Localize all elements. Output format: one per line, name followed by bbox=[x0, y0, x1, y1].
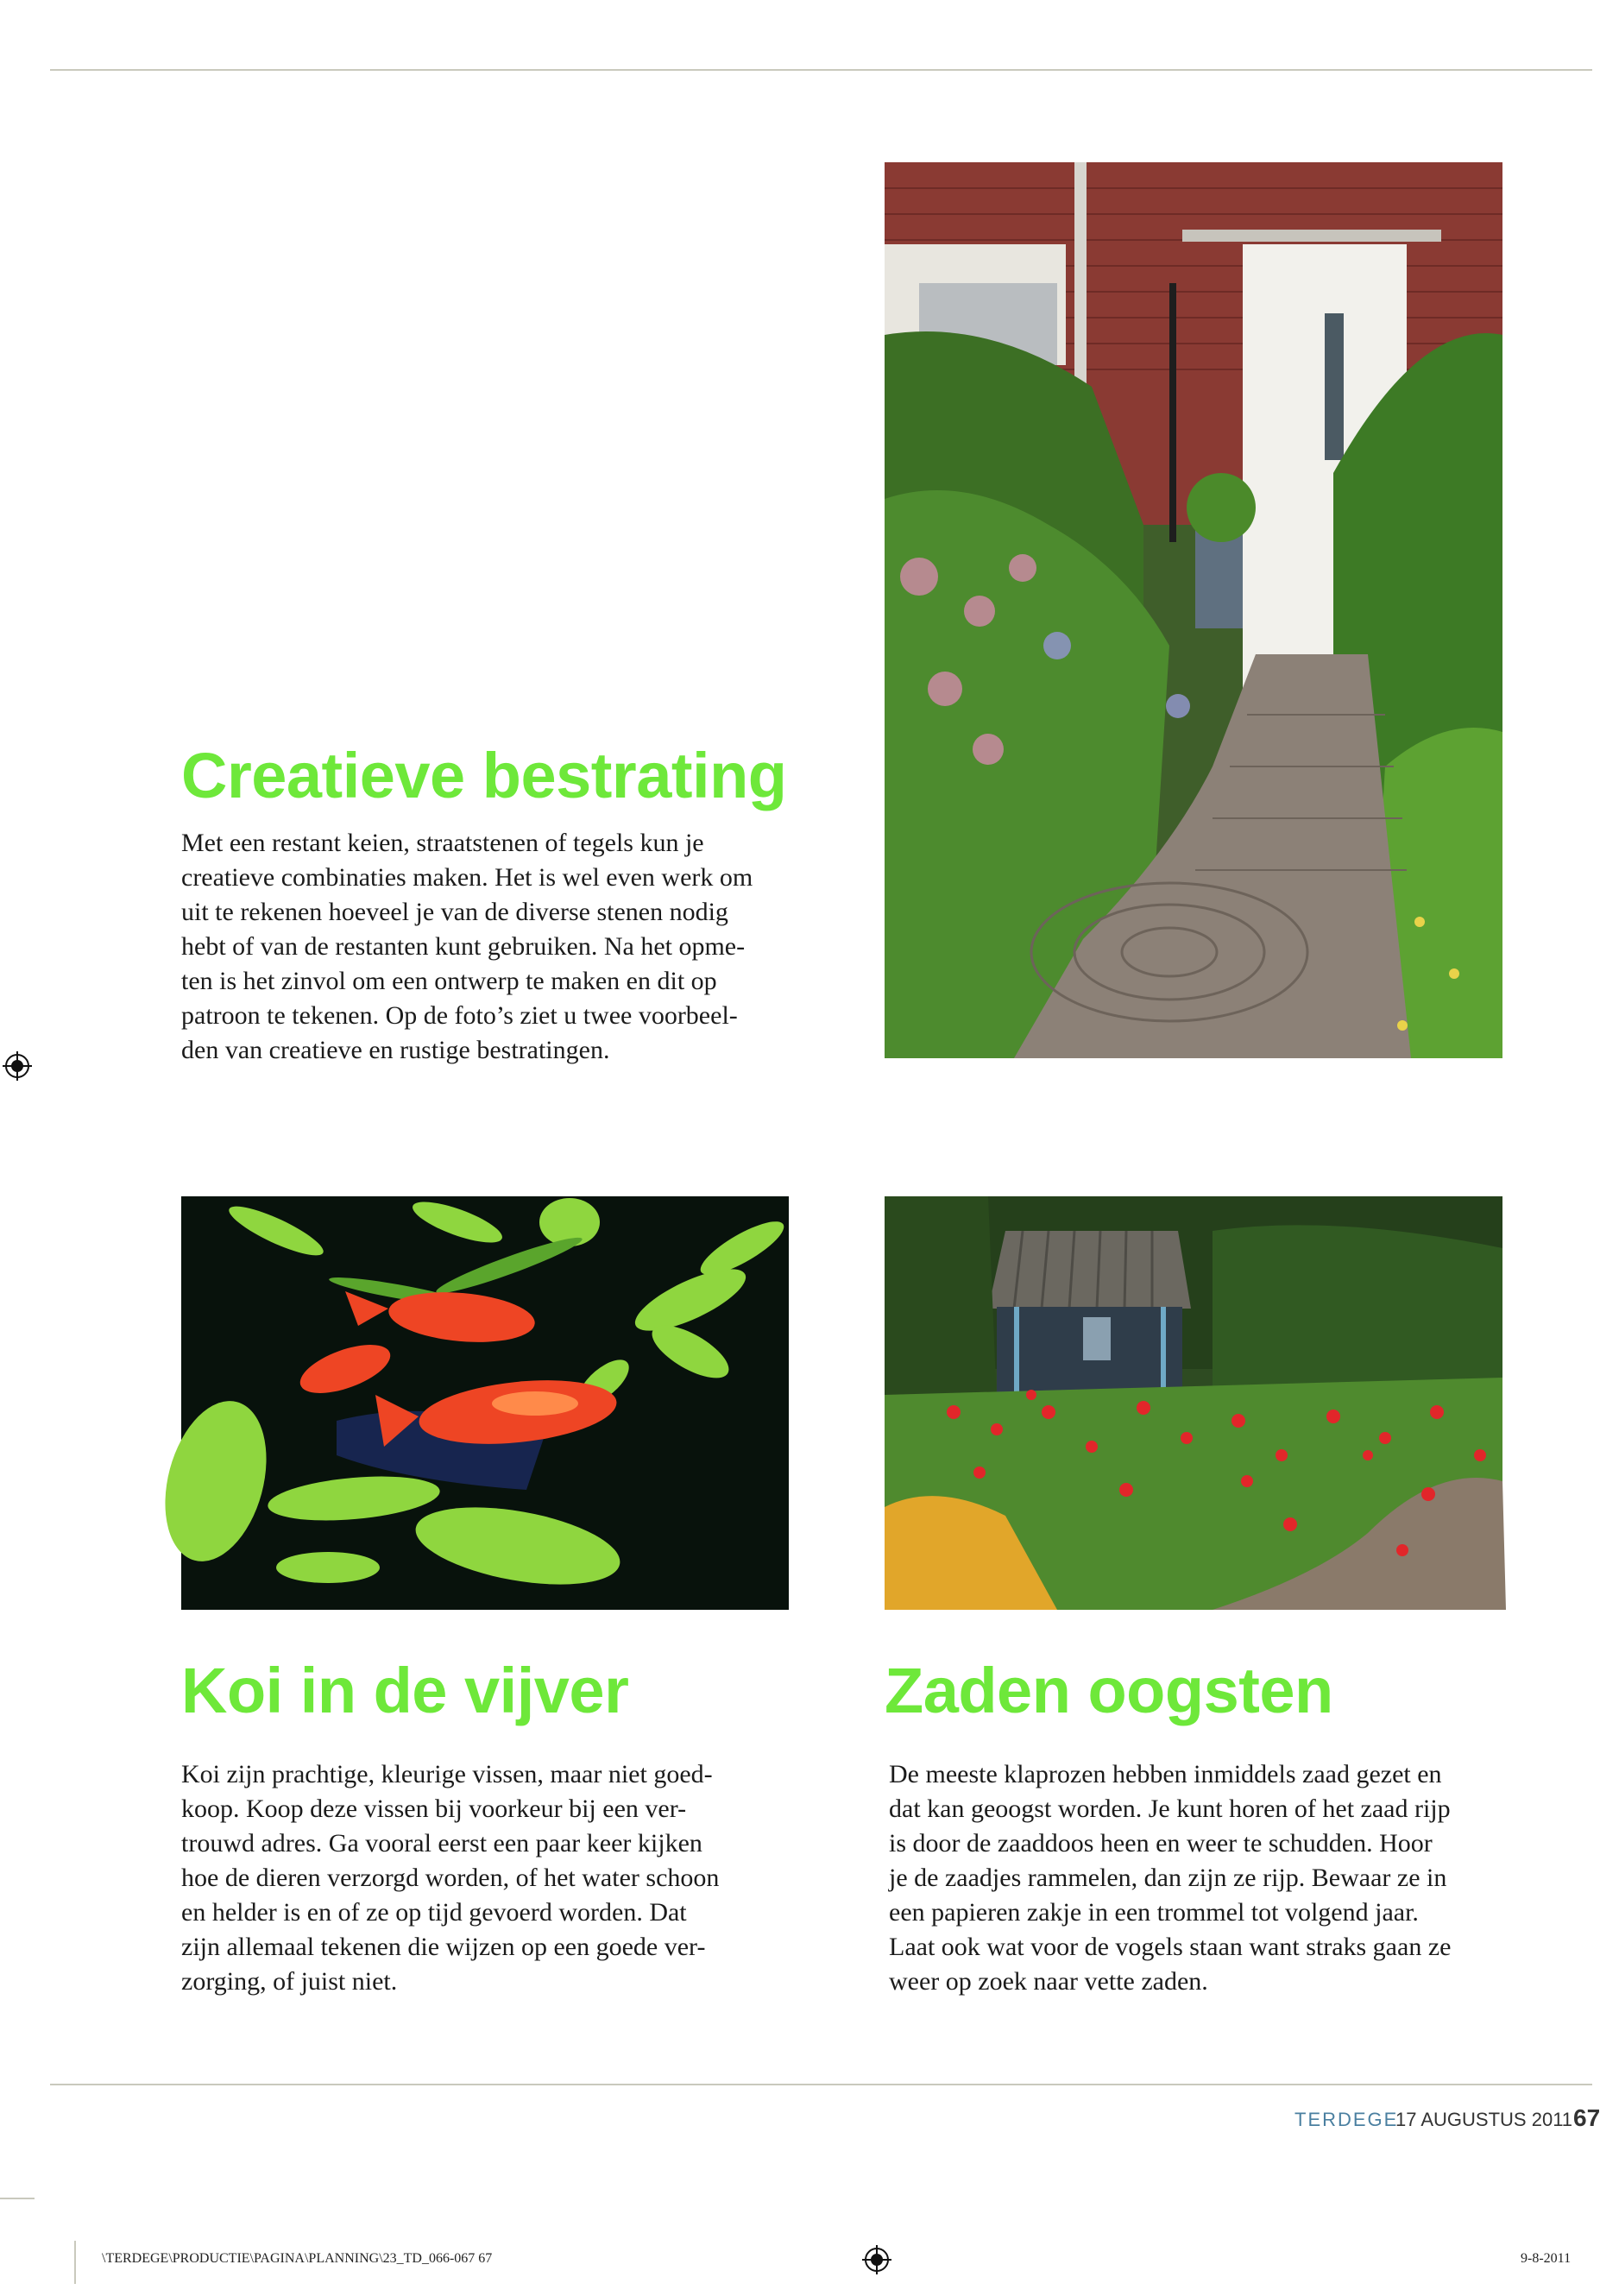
paving-photo bbox=[885, 162, 1502, 1058]
paving-line: uit te rekenen hoeveel je van de diverse stenen nodig bbox=[181, 898, 728, 926]
seeds-line: je de zaadjes rammelen, dan zijn ze rijp. Bewaar ze in bbox=[889, 1864, 1447, 1892]
paving-line: creatieve combinaties maken. Het is wel even werk om bbox=[181, 863, 753, 892]
seeds-line: De meeste klaprozen hebben inmiddels zaad gezet en bbox=[889, 1760, 1442, 1788]
paving-line: ten is het zinvol om een ontwerp te maken en dit op bbox=[181, 967, 717, 995]
registration-mark-icon bbox=[862, 2245, 891, 2274]
page-number: 67 bbox=[1573, 2104, 1600, 2131]
koi-body bbox=[181, 1757, 719, 1999]
seeds-body bbox=[889, 1757, 1451, 1999]
seeds-line: weer op zoek naar vette zaden. bbox=[889, 1967, 1208, 1996]
paving-line: patroon te tekenen. Op de foto’s ziet u twee voorbeel- bbox=[181, 1001, 738, 1030]
koi-photo bbox=[181, 1196, 789, 1610]
registration-mark-icon bbox=[3, 1051, 32, 1081]
paving-line: hebt of van de restanten kunt gebruiken. Na het opme- bbox=[181, 932, 746, 961]
slug-divider bbox=[74, 2241, 76, 2284]
koi-line: trouwd adres. Ga vooral eerst een paar keer kijken bbox=[181, 1829, 702, 1858]
seeds-line: Laat ook wat voor de vogels staan want straks gaan ze bbox=[889, 1933, 1452, 1961]
seeds-line: een papieren zakje in een trommel tot volgend jaar. bbox=[889, 1898, 1419, 1927]
paving-body bbox=[181, 826, 753, 1068]
slug-date: 9-8-2011 bbox=[1521, 2251, 1572, 2266]
seeds-line: dat kan geoogst worden. Je kunt horen of het zaad rijp bbox=[889, 1795, 1451, 1823]
koi-line: hoe de dieren verzorgd worden, of het water schoon bbox=[181, 1864, 720, 1892]
seeds-line: is door de zaaddoos heen en weer te schudden. Hoor bbox=[889, 1829, 1433, 1858]
paving-line: den van creatieve en rustige bestratingen. bbox=[181, 1036, 610, 1064]
bottom-rule bbox=[50, 2084, 1592, 2085]
footer-brand: TERDEGE bbox=[1294, 2109, 1399, 2130]
poppy-photo bbox=[885, 1196, 1502, 1610]
koi-line: Koi zijn prachtige, kleurige vissen, maar niet goed- bbox=[181, 1760, 713, 1788]
paving-title: Creatieve bestrating bbox=[181, 740, 787, 811]
top-rule bbox=[50, 69, 1592, 71]
koi-title: Koi in de vijver bbox=[181, 1655, 629, 1726]
footer-date: 17 AUGUSTUS 2011 bbox=[1395, 2109, 1573, 2130]
koi-line: en helder is en of ze op tijd gevoerd worden. Dat bbox=[181, 1898, 687, 1927]
koi-line: zorging, of juist niet. bbox=[181, 1967, 398, 1996]
koi-line: koop. Koop deze vissen bij voorkeur bij een ver- bbox=[181, 1795, 687, 1823]
koi-line: zijn allemaal tekenen die wijzen op een goede ver- bbox=[181, 1933, 706, 1961]
left-crop-mark bbox=[0, 2198, 35, 2199]
seeds-title: Zaden oogsten bbox=[885, 1655, 1333, 1726]
slug-path: \TERDEGE\PRODUCTIE\PAGINA\PLANNING\23_TD_066-067 67 bbox=[102, 2251, 493, 2266]
paving-line: Met een restant keien, straatstenen of tegels kun je bbox=[181, 829, 704, 857]
